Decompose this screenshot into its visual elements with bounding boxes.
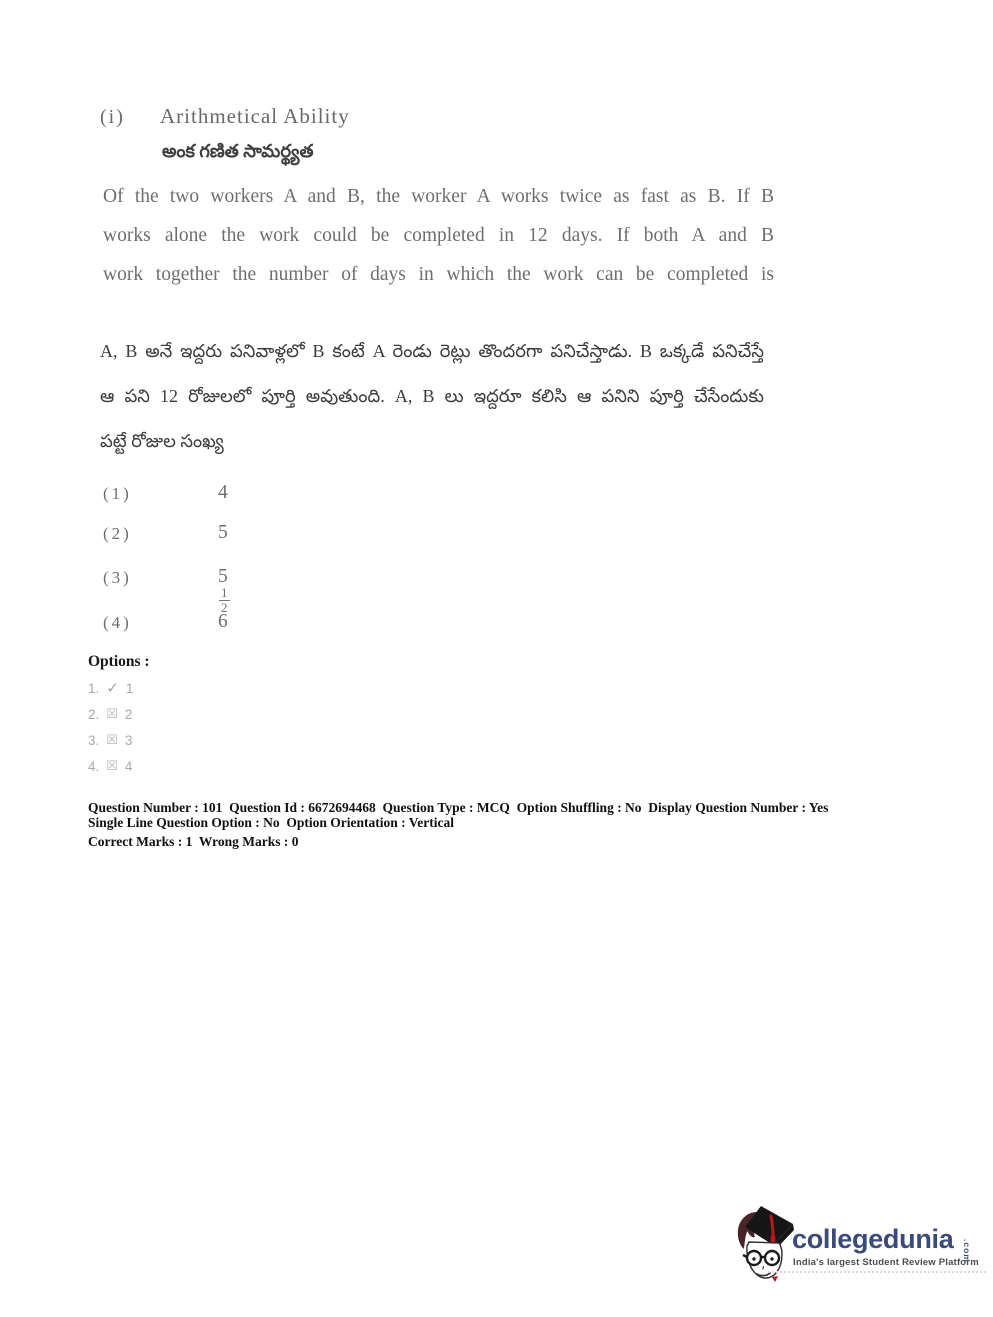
section-index: (i) — [100, 106, 125, 128]
option-item-2[interactable] — [88, 703, 132, 725]
question-english-line: works alone the work could be completed in 12 days. If both A and B — [103, 225, 774, 246]
question-telugu-line: A, B అనే ఇద్దరు పనివాళ్లలో B కంటే A రెండు రెట్లు తొందరగా పనిచేస్తాడు. B ఒక్కడే పనిచేస్తే — [100, 341, 764, 361]
option-label: 4 — [124, 758, 133, 774]
brand-underline — [768, 1271, 986, 1273]
option-label: 1 — [125, 680, 134, 696]
question-english-line: Of the two workers A and B, the worker A works twice as fast as B. If B — [103, 186, 774, 207]
question-english — [103, 186, 774, 303]
option-item-4[interactable] — [88, 755, 132, 777]
option-number: 4. — [88, 758, 100, 774]
brand-tagline: India's largest Student Review Platform — [793, 1257, 979, 1268]
choice-value: 5 — [218, 522, 228, 543]
choice-label: (1) — [103, 484, 132, 503]
choice-label: (3) — [103, 568, 132, 587]
metadata-line-1: Question Number : 101 Question Id : 6672694468 Question Type : MCQ Option Shuffling : No Display Question Number : Yes — [88, 800, 829, 815]
fraction: $\frac{1}{2}$ — [221, 585, 228, 616]
option-number: 3. — [88, 732, 100, 748]
choice-label: (4) — [103, 613, 132, 632]
cross-icon: ☒ — [106, 706, 118, 721]
choice-label: (2) — [103, 524, 132, 543]
choice-value: 5 $\frac{1}{2}$ — [218, 566, 228, 616]
cross-icon: ☒ — [106, 732, 118, 747]
choice-value: 6 — [218, 611, 228, 632]
metadata-line-3: Correct Marks : 1 Wrong Marks : 0 — [88, 834, 299, 849]
option-number: 2. — [88, 706, 100, 722]
section-title-telugu: అంక గణిత సామర్థ్యత — [162, 141, 314, 161]
brand-name: collegedunia — [792, 1224, 954, 1254]
check-icon: ✓ — [106, 680, 119, 697]
question-telugu-line: పట్టే రోజుల సంఖ్య — [100, 431, 224, 451]
option-item-3[interactable] — [88, 729, 132, 751]
option-label: 2 — [124, 706, 133, 722]
question-telugu — [100, 341, 764, 476]
option-item-1[interactable] — [88, 677, 133, 699]
options-heading: Options : — [88, 653, 150, 670]
question-english-line: work together the number of days in which the work can be completed is — [103, 264, 774, 285]
option-label: 3 — [124, 732, 133, 748]
option-number: 1. — [88, 680, 100, 696]
metadata-line-2: Single Line Question Option : No Option Orientation : Vertical — [88, 815, 455, 830]
choice-value: 4 — [218, 482, 228, 503]
question-telugu-line: ఆ పని 12 రోజులలో పూర్తి అవుతుంది. A, B లు ఇద్దరూ కలిసి ఆ పనిని పూర్తి చేసేందుకు — [100, 386, 764, 406]
cross-icon: ☒ — [106, 758, 118, 773]
section-title: Arithmetical Ability — [160, 104, 350, 128]
brand-suffix: .com — [962, 1239, 972, 1263]
